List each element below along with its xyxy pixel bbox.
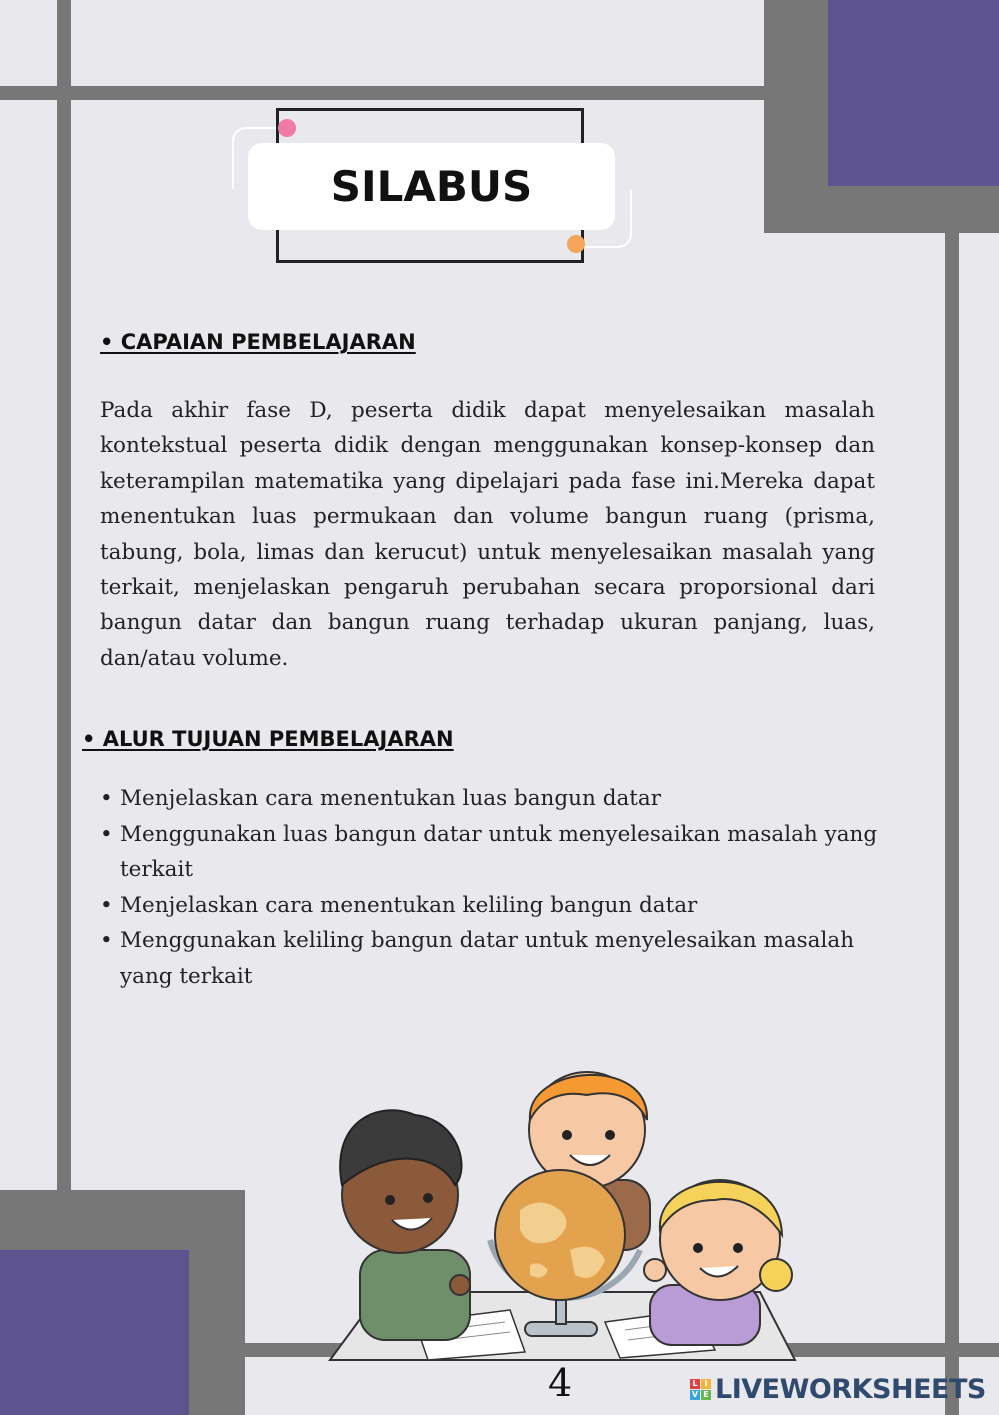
section-heading-capaian: • CAPAIAN PEMBELAJARAN (100, 330, 416, 354)
list-item: • Menggunakan keliling bangun datar untuk menyelesaikan masalah yang terkait (98, 923, 878, 994)
list-item: • Menjelaskan cara menentukan luas bangun datar (98, 781, 878, 817)
section-heading-alur: • ALUR TUJUAN PEMBELAJARAN (82, 727, 454, 751)
frame-bar-top (0, 86, 766, 100)
frame-bar-right (945, 233, 959, 1415)
page-number: 4 (548, 1361, 573, 1405)
liveworksheets-brand[interactable] (690, 1374, 986, 1405)
frame-bar-left (57, 0, 71, 1190)
accent-block-top-right (828, 0, 999, 186)
pink-dot (278, 119, 296, 137)
page-title: SILABUS (248, 143, 615, 230)
logo-letter: L (690, 1379, 700, 1389)
logo-letter: V (691, 1390, 699, 1399)
logo-letter: E (701, 1390, 711, 1400)
list-item: • Menggunakan luas bangun datar untuk menyelesaikan masalah yang terkait (98, 817, 878, 888)
capaian-paragraph: Pada akhir fase D, peserta didik dapat menyelesaikan masalah kontekstual peserta didik dengan menggunakan konsep-konsep dan keterampilan matematika yang dipelajari pada fase ini.Mereka dapat menentukan luas permukaan dan volume bangun ruang (prisma, tabung, bola, limas dan kerucut) untuk menyelesaikan masalah yang terkait, menjelaskan pengaruh perubahan secara proporsional dari bangun datar dan bangun ruang terhadap ukuran panjang, luas, dan/atau volume. (100, 398, 875, 671)
children-globe-illustration (320, 1060, 800, 1370)
objectives-list (98, 781, 878, 994)
brand-name: LIVEWORKSHEETS (715, 1374, 986, 1405)
accent-block-bottom-left (0, 1250, 189, 1415)
logo-letter: I (701, 1379, 711, 1389)
list-item: • Menjelaskan cara menentukan keliling bangun datar (98, 888, 878, 924)
orange-dot (567, 235, 585, 253)
liveworksheets-logo-icon (690, 1379, 711, 1400)
